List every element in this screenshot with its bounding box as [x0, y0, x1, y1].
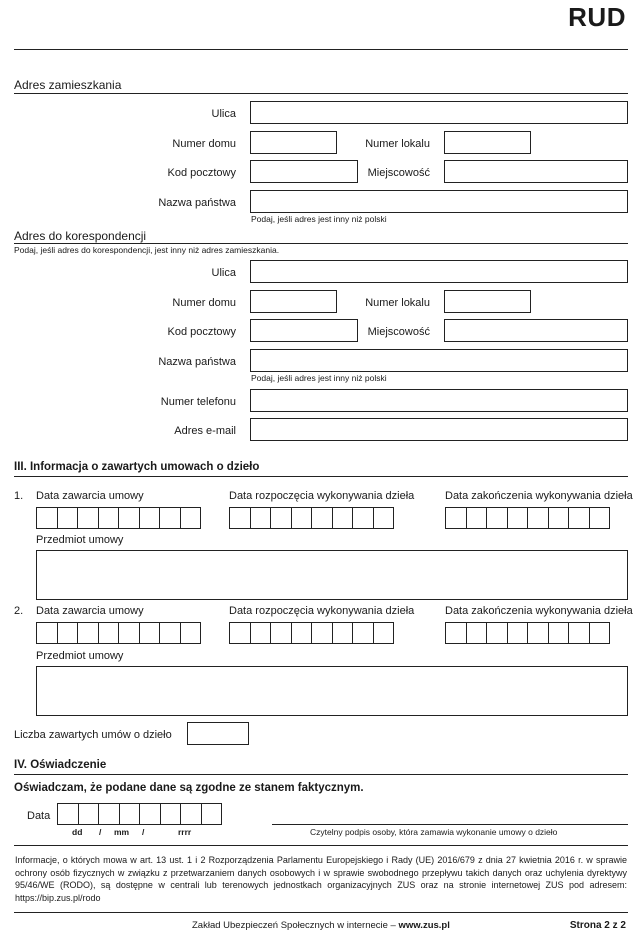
date-format-yyyy: rrrr	[178, 827, 192, 837]
header-divider	[14, 49, 628, 50]
correspondence-city-input[interactable]	[444, 319, 628, 342]
form-code: RUD	[568, 2, 626, 32]
residence-house-label: Numer domu	[172, 138, 236, 150]
footer-divider	[14, 912, 628, 913]
contract-2-date-end-label: Data zakończenia wykonywania dzieła	[445, 605, 633, 617]
contract-1-date-end-label: Data zakończenia wykonywania dzieła	[445, 490, 633, 502]
residence-country-input[interactable]	[250, 190, 628, 213]
contract-2-date-start-label: Data rozpoczęcia wykonywania dzieła	[229, 605, 415, 617]
contract-2-date-concluded-input[interactable]	[36, 622, 200, 644]
correspondence-country-input[interactable]	[250, 349, 628, 372]
contract-2-subject-label: Przedmiot umowy	[36, 650, 124, 662]
correspondence-flat-label: Numer lokalu	[365, 297, 430, 309]
date-label: Data	[27, 810, 51, 822]
contract-1-subject-input[interactable]	[36, 550, 628, 600]
date-format-sep-2: /	[142, 827, 145, 837]
section-3-title: III. Informacja o zawartych umowach o dzieło	[14, 461, 260, 473]
declaration-date-input[interactable]	[57, 803, 221, 825]
email-input[interactable]	[250, 418, 628, 441]
residence-city-label: Miejscowość	[367, 167, 430, 179]
page-number: Strona 2 z 2	[569, 920, 626, 931]
residence-street-input[interactable]	[250, 101, 628, 124]
section-3-divider	[14, 476, 628, 477]
residence-house-input[interactable]	[250, 131, 337, 154]
correspondence-note: Podaj, jeśli adres do korespondencji, jest inny niż adres zamieszkania.	[14, 245, 280, 255]
contract-1-date-end-input[interactable]	[445, 507, 609, 529]
residence-postal-label: Kod pocztowy	[167, 167, 236, 179]
contract-2-number: 2.	[14, 605, 24, 617]
footer-org	[192, 920, 450, 931]
contract-2-date-concluded-label: Data zawarcia umowy	[36, 605, 144, 617]
contract-1-date-start-label: Data rozpoczęcia wykonywania dzieła	[229, 490, 415, 502]
contract-1-date-concluded-label: Data zawarcia umowy	[36, 490, 144, 502]
correspondence-house-label: Numer domu	[172, 297, 236, 309]
correspondence-divider	[14, 243, 628, 244]
phone-input[interactable]	[250, 389, 628, 412]
gdpr-info-text: Informacje, o których mowa w art. 13 ust. 1 i 2 Rozporządzenia Parlamentu Europejskiego i Rady (UE) 2016/679 z dnia 27 kwietnia 2016 r. w sprawie ochrony osób fizycznych w związku z przetwarzaniem danych osobowych i w sprawie swobodnego przepływu takich danych oraz uchylenia dyrektywy 95/46/WE (RODO), są dostępne w centrali lub terenowych jednostkach organizacyjnych ZUS oraz na stronie internetowej ZUS pod adresem: https://bip.zus.pl/rodo	[15, 855, 627, 903]
correspondence-city-label: Miejscowość	[367, 326, 430, 338]
correspondence-street-label: Ulica	[211, 267, 236, 279]
signature-line[interactable]	[272, 824, 628, 825]
email-label: Adres e-mail	[174, 425, 236, 437]
contract-1-date-concluded-input[interactable]	[36, 507, 200, 529]
correspondence-house-input[interactable]	[250, 290, 337, 313]
statement-text: Oświadczam, że podane dane są zgodne ze stanem faktycznym.	[14, 782, 364, 794]
contract-1-date-start-input[interactable]	[229, 507, 393, 529]
section-4-title: IV. Oświadczenie	[14, 759, 107, 771]
residence-country-hint: Podaj, jeśli adres jest inny niż polski	[251, 214, 387, 224]
residence-country-label: Nazwa państwa	[158, 197, 236, 209]
residence-city-input[interactable]	[444, 160, 628, 183]
residence-section-title: Adres zamieszkania	[14, 78, 122, 92]
correspondence-postal-label: Kod pocztowy	[167, 326, 236, 338]
date-format-dd: dd	[72, 827, 83, 837]
contract-1-subject-label: Przedmiot umowy	[36, 534, 124, 546]
contract-2-date-start-input[interactable]	[229, 622, 393, 644]
footer-website-link[interactable]: www.zus.pl	[398, 920, 450, 931]
date-format-sep-1: /	[99, 827, 102, 837]
contract-count-input[interactable]	[187, 722, 249, 745]
correspondence-section-title: Adres do korespondencji	[14, 229, 147, 243]
date-format-mm: mm	[114, 827, 130, 837]
phone-label: Numer telefonu	[160, 396, 236, 408]
residence-flat-label: Numer lokalu	[365, 138, 430, 150]
footer-org-text: Zakład Ubezpieczeń Społecznych w internecie –	[192, 920, 399, 931]
contract-2-subject-input[interactable]	[36, 666, 628, 716]
contract-count-label: Liczba zawartych umów o dzieło	[14, 729, 172, 741]
contract-2-date-end-input[interactable]	[445, 622, 609, 644]
residence-street-label: Ulica	[211, 108, 236, 120]
residence-flat-input[interactable]	[444, 131, 531, 154]
info-divider	[14, 845, 628, 846]
correspondence-flat-input[interactable]	[444, 290, 531, 313]
signature-caption: Czytelny podpis osoby, która zamawia wykonanie umowy o dzieło	[310, 827, 558, 837]
residence-divider	[14, 93, 628, 94]
correspondence-country-hint: Podaj, jeśli adres jest inny niż polski	[251, 373, 387, 383]
correspondence-country-label: Nazwa państwa	[158, 356, 236, 368]
section-4-divider	[14, 774, 628, 775]
correspondence-street-input[interactable]	[250, 260, 628, 283]
contract-1-number: 1.	[14, 490, 24, 502]
